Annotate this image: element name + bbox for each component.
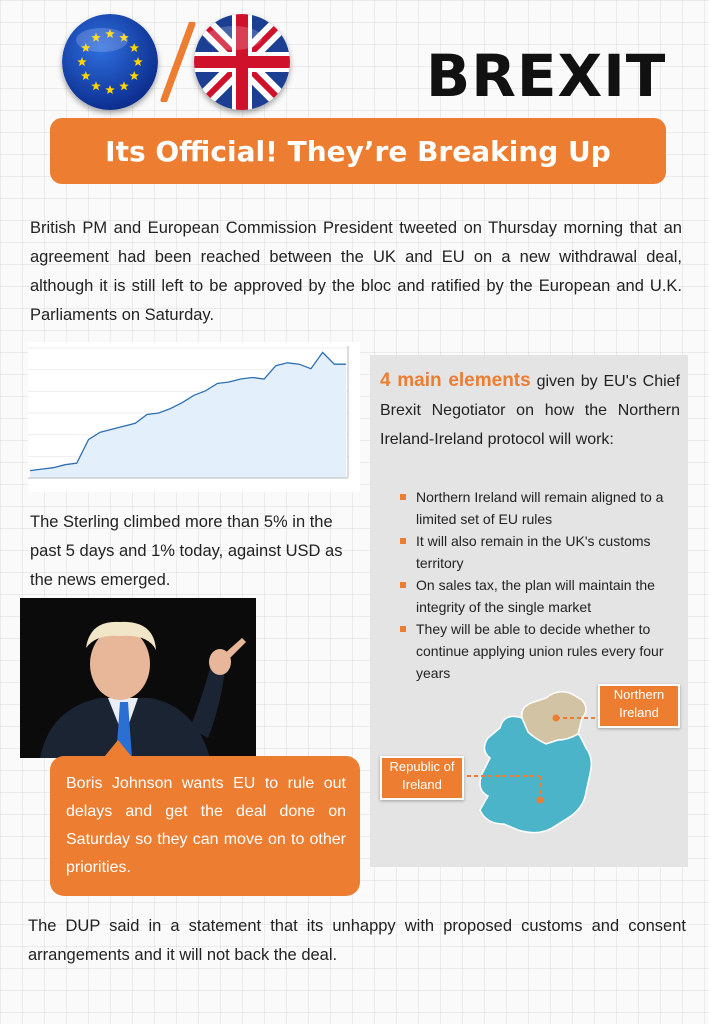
headline-banner <box>50 118 666 184</box>
intro-paragraph: British PM and European Commission President tweeted on Thursday morning that an agreement had been reached between the UK and EU on a new withdrawal deal, although it is still left to be approved by the bloc and ratified by the European and U.K. Parliaments on Saturday. <box>30 219 682 324</box>
quote-bubble <box>50 756 360 896</box>
slash-divider <box>158 22 198 102</box>
republic-of-ireland-label: Republic of Ireland <box>380 756 464 800</box>
bullet-icon <box>400 538 406 544</box>
panel-heading <box>380 366 680 454</box>
northern-ireland-label: Northern Ireland <box>598 684 680 728</box>
ireland-map-icon <box>460 678 610 848</box>
list-item: Northern Ireland will remain aligned to a limited set of EU rules <box>398 486 688 530</box>
list-item: It will also remain in the UK's customs territory <box>398 530 688 574</box>
footer-paragraph: The DUP said in a statement that its unhappy with proposed customs and consent arrangements and it will not back the deal. <box>28 917 686 964</box>
bullet-icon <box>400 582 406 588</box>
sterling-paragraph: The Sterling climbed more than 5% in the past 5 days and 1% today, against USD as the news emerged. <box>30 513 343 589</box>
page-title: BREXIT <box>426 42 667 110</box>
list-item: They will be able to decide whether to continue applying union rules every four years <box>398 618 688 684</box>
elements-list <box>398 486 688 684</box>
panel-highlight: 4 main elements <box>380 370 531 391</box>
list-item: On sales tax, the plan will maintain the integrity of the single market <box>398 574 688 618</box>
bullet-icon <box>400 626 406 632</box>
uk-flag-icon <box>194 14 290 110</box>
boris-johnson-photo <box>20 598 256 758</box>
headline-text: Its Official! They’re Breaking Up <box>105 134 611 168</box>
eu-flag-icon <box>62 14 158 110</box>
quote-text: Boris Johnson wants EU to rule out delays and get the deal done on Saturday so they can move on to other priorities. <box>66 775 346 876</box>
bullet-icon <box>400 494 406 500</box>
panel-heading-rest: given by EU's Chief Brexit Negotiator on how the Northern Ireland-Ireland protocol will work: <box>380 373 680 448</box>
sterling-chart <box>28 342 360 492</box>
